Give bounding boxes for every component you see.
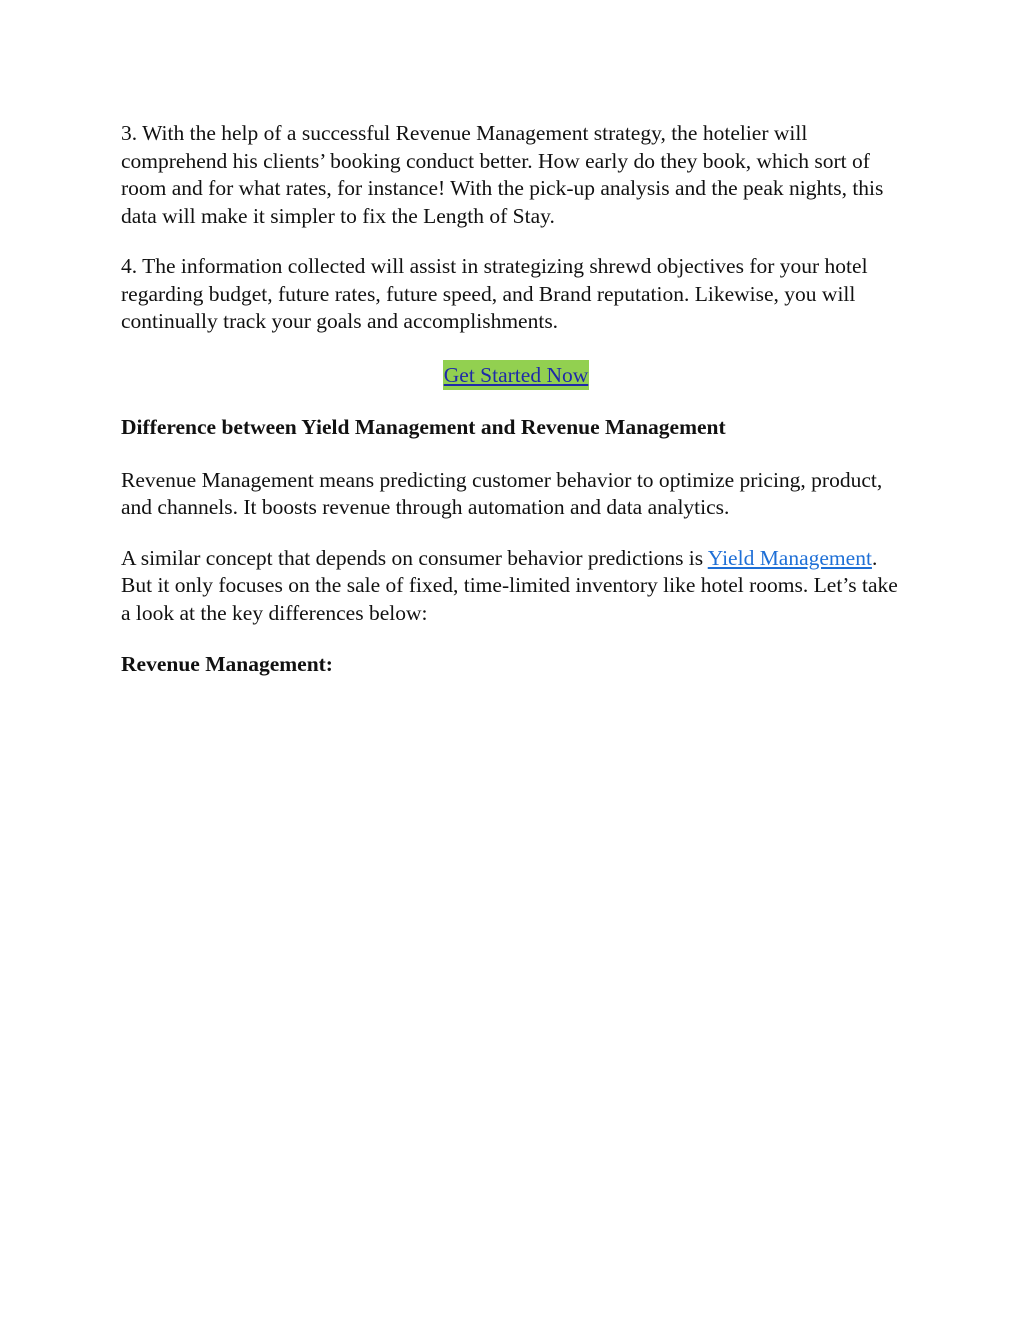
cta-container [121, 360, 911, 390]
revenue-management-subheading: Revenue Management: [121, 652, 333, 676]
yield-text-before: A similar concept that depends on consumer behavior predictions is [121, 545, 708, 570]
paragraph-point-3: 3. With the help of a successful Revenue Management strategy, the hotelier will comprehend his clients’ booking conduct better. How early do they book, which sort of room and for what rates, for instance! With the pick-up analysis and the peak nights, this data will make it simpler to fix the Length of Stay. [121, 121, 884, 228]
section-heading: Difference between Yield Management and Revenue Management [121, 414, 726, 439]
yield-text-after: . But it only focuses on the sale of fixed, time-limited inventory like hotel rooms. Let’s take a look at the key differences below: [121, 545, 898, 625]
yield-management-link[interactable]: Yield Management [707, 545, 872, 570]
yield-management-paragraph [121, 545, 911, 628]
document-page [121, 120, 911, 678]
get-started-link[interactable]: Get Started Now [443, 360, 590, 390]
paragraph-point-4: 4. The information collected will assist in strategizing shrewd objectives for your hotel regarding budget, future rates, future speed, and Brand reputation. Likewise, you will continually track your goals and accomplishments. [121, 254, 868, 333]
revenue-management-paragraph: Revenue Management means predicting customer behavior to optimize pricing, product, and channels. It boosts revenue through automation and data analytics. [121, 467, 883, 519]
